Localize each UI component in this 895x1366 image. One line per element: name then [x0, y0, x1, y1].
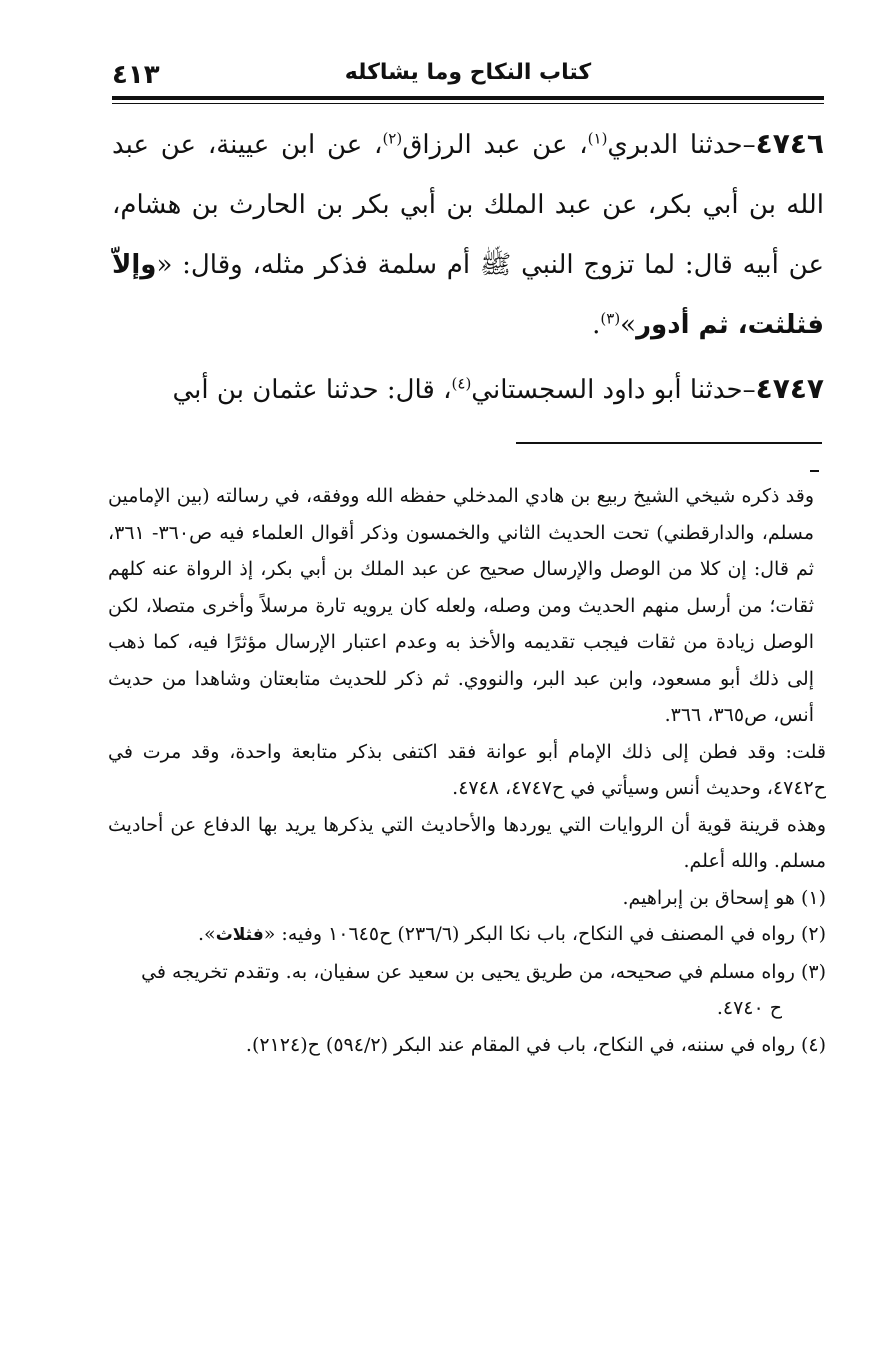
hadith-number: ٤٧٤٦ — [755, 127, 824, 160]
footnote-ref: (١) — [587, 129, 608, 148]
page-number: ٤١٣ — [112, 60, 160, 90]
footnotes — [108, 478, 826, 1063]
footnote-note: وهذه قرينة قوية أن الروايات التي يوردها والأحاديث التي يذكرها يريد بها الدفاع عن أحاديث مسلم. والله أعلم. — [108, 813, 826, 872]
hadith-text: ، عن ابن عيينة، عن عبد الله بن أبي بكر، عن عبد الملك بن أبي بكر بن الحارث بن هشام، عن أبيه قال: لما تزوج النبي ﷺ أم سلمة فذكر مثله، وقال: « — [112, 130, 824, 280]
quote-close: » — [620, 310, 637, 340]
hadith-quote: وإلاّ فثلثت، ثم أدور — [112, 250, 824, 340]
hadith-text: –حدثنا الدبري — [607, 130, 756, 160]
footnote-1: (١) هو إسحاق بن إبراهيم. — [622, 886, 826, 909]
footnote-2 — [108, 916, 826, 954]
header-rule — [112, 96, 824, 100]
footnote-ref: (٢) — [382, 129, 403, 148]
running-title: كتاب النكاح وما يشاكله — [344, 60, 592, 85]
footnote-text: (٢) رواه في المصنف في النكاح، باب نكا البكر (٢٣٦/٦) ح١٠٦٤٥ وفيه: « — [263, 923, 826, 945]
hadith-4746 — [112, 114, 824, 355]
continuation-mark — [810, 470, 819, 472]
footnote-text-tail: ح ٤٧٤٠. — [716, 997, 782, 1019]
hadith-text: –حدثنا أبو داود السجستاني — [471, 375, 756, 405]
footnote-separator — [516, 442, 822, 444]
footnote-note: قلت: وقد فطن إلى ذلك الإمام أبو عوانة فقد اكتفى بذكر متابعة واحدة، وقد مرت في ح٤٧٤٢، وحديث أنس وسيأتي في ح٤٧٤٧، ٤٧٤٨. — [108, 740, 826, 799]
header-rule-thin — [112, 103, 824, 104]
footnote-continuation: وقد ذكره شيخي الشيخ ربيع بن هادي المدخلي حفظه الله ووفقه، في رسالته (بين الإمامين مسلم، والدارقطني) تحت الحديث الثاني والخمسون وذكر أقوال العلماء فيه ص٣٦٠- ٣٦١، ثم قال: إن كلا من الوصل والإرسال صحيح عن عبد الملك بن أبي بكر، إذ الرواة عنه كلهم ثقات؛ من أرسل منهم الحديث ومن وصله، ولعله كان يرويه تارة مرسلاً وأخرى متصلا، لكن الوصل زيادة من ثقات فيجب تقديمه والأخذ به وعدم اعتبار الإرسال مؤثرًا فيه، كما ذهب إلى ذلك أبو مسعود، وابن عبد البر، والنووي. ثم ذكر للحديث متابعتان وشاهدا من حديث أنس، ص٣٦٥، ٣٦٦. — [108, 485, 814, 726]
hadith-text: ، قال: حدثنا عثمان بن أبي — [172, 375, 452, 405]
hadith-4747 — [112, 359, 824, 420]
hadith-number: ٤٧٤٧ — [755, 372, 824, 405]
footnote-4: (٤) رواه في سننه، في النكاح، باب في المقام عند البكر (٥٩٤/٢) ح(٢١٢٤). — [245, 1033, 826, 1056]
footnote-text: (٣) رواه مسلم في صحيحه، من طريق يحيى بن سعيد عن سفيان، به. وتقدم تخريجه في — [141, 960, 826, 983]
footnote-quote: فثلاث — [215, 925, 264, 945]
footnote-ref: (٣) — [600, 309, 621, 328]
hadith-end: . — [592, 310, 601, 340]
footnote-3 — [108, 954, 826, 1027]
main-text — [112, 114, 824, 424]
page-header — [112, 54, 824, 96]
footnote-ref: (٤) — [451, 374, 472, 393]
hadith-text: ، عن عبد الرزاق — [402, 130, 588, 160]
footnote-text-end: ». — [198, 923, 216, 945]
